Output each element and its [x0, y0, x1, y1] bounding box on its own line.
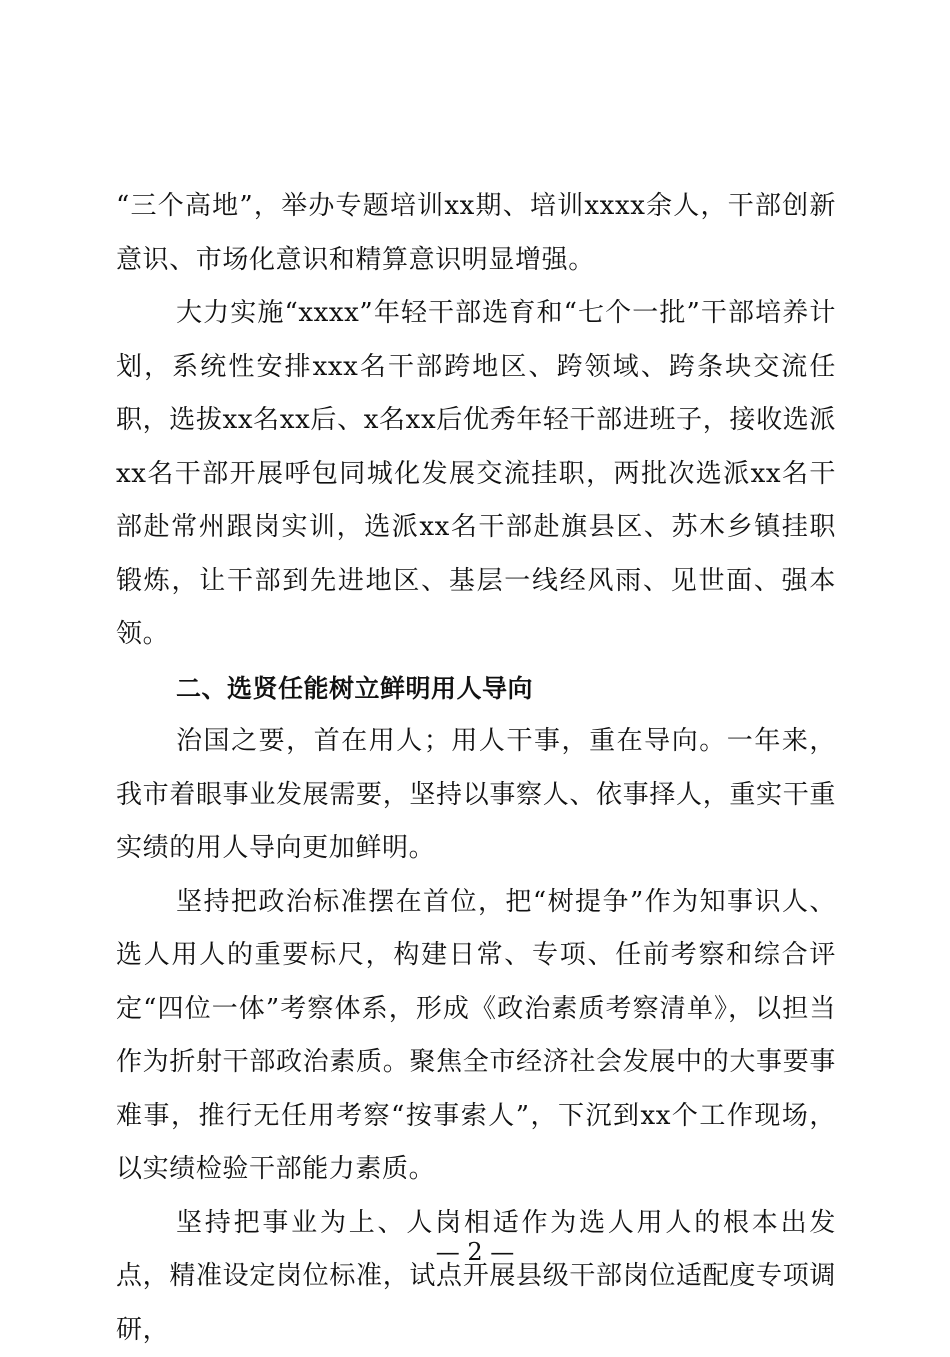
paragraph-career-first: 坚持把事业为上、人岗相适作为选人用人的根本出发点，精准设定岗位标准，试点开展县级干部岗位适配度专项调研，	[116, 1197, 836, 1357]
paragraph-young-cadre-plan: 大力实施“xxxx”年轻干部选育和“七个一批”干部培养计划，系统性安排xxx名干部跨地区、跨领域、跨条块交流任职，选拔xx名xx后、x名xx后优秀年轻干部进班子，接收选派xx名干部开展呼包同城化发展交流挂职，两批次选派xx名干部赴常州跟岗实训，选派xx名干部赴旗县区、苏木乡镇挂职锻炼，让干部到先进地区、基层一线经风雨、见世面、强本领。	[116, 287, 836, 662]
document-body	[116, 180, 836, 1357]
section-heading: 二、选贤任能树立鲜明用人导向	[116, 662, 836, 716]
paragraph-governance: 治国之要，首在用人；用人干事，重在导向。一年来，我市着眼事业发展需要，坚持以事察人、依事择人，重实干重实绩的用人导向更加鲜明。	[116, 715, 836, 876]
page-number: — 2 —	[0, 1238, 950, 1266]
paragraph-continuation: “三个高地”，举办专题培训xx期、培训xxxx余人，干部创新意识、市场化意识和精算意识明显增强。	[116, 180, 836, 287]
paragraph-political-standard: 坚持把政治标准摆在首位，把“树提争”作为知事识人、选人用人的重要标尺，构建日常、专项、任前考察和综合评定“四位一体”考察体系，形成《政治素质考察清单》，以担当作为折射干部政治素质。聚焦全市经济社会发展中的大事要事难事，推行无任用考察“按事索人”，下沉到xx个工作现场，以实绩检验干部能力素质。	[116, 876, 836, 1197]
